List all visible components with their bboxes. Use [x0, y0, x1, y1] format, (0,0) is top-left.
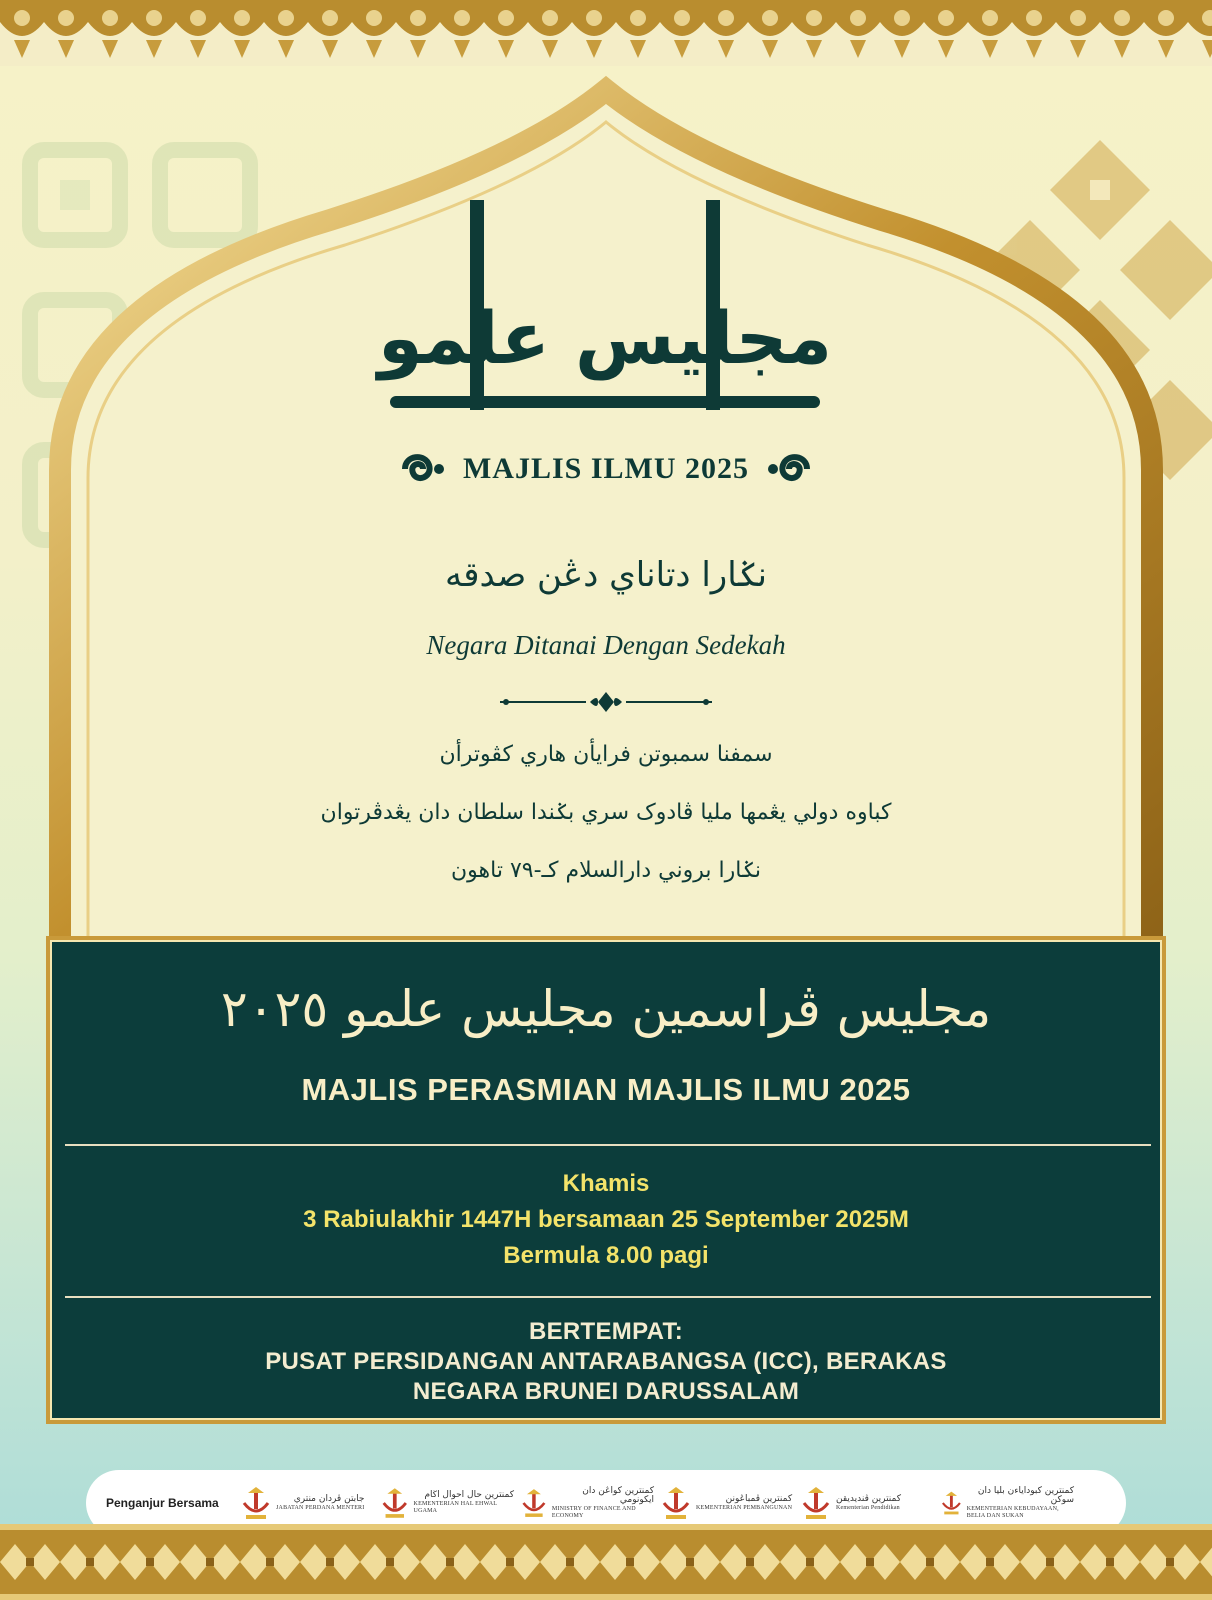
organiser-logo [240, 1485, 374, 1521]
venue-label: BERTEMPAT: [528, 1318, 684, 1345]
divider-line [65, 1144, 1151, 1146]
organiser-jawi: كمنترين كبوداياءن بليا دان سوكن [977, 1485, 1074, 1506]
flourish-right-icon [763, 449, 813, 489]
bottom-songket-border [0, 1524, 1212, 1600]
commemoration-line-3: نݢارا بروني دارالسلام کـ-٧٩ تاهون [451, 858, 761, 883]
organiser-name: KEMENTERIAN HAL EHWAL UGAMA [413, 1501, 497, 1514]
theme-jawi: نݢارا دتاناي دڠن صدقه [445, 555, 767, 595]
organisers-label: Penganjur Bersama [106, 1496, 219, 1510]
brunei-crest-icon [240, 1485, 272, 1521]
event-day: Khamis [562, 1170, 650, 1197]
organiser-name: MINISTRY OF FINANCE AND ECONOMY [551, 1506, 636, 1519]
organiser-jawi: جابتن ڤردان منتري [293, 1493, 365, 1504]
commemoration-line-2: كباوه دولي يڠمها مليا ڤادوک سري بݢندا سلطان دان يڠدڤرتوان [320, 800, 892, 825]
brunei-crest-icon [380, 1485, 410, 1521]
event-time: Bermula 8.00 pagi [503, 1242, 709, 1269]
majlis-ilmu-logo [370, 444, 842, 494]
event-date: 3 Rabiulakhir 1447H bersamaan 25 September 2025M [303, 1206, 909, 1233]
organiser-logo [660, 1485, 794, 1521]
organiser-name: Kementerian Pendidikan [836, 1504, 900, 1511]
brunei-crest-icon [660, 1485, 692, 1521]
logo-title: MAJLIS ILMU 2025 [462, 452, 749, 485]
theme-latin: Negara Ditanai Dengan Sedekah [426, 630, 786, 660]
event-details-panel [46, 936, 1166, 1424]
panel-title: MAJLIS PERASMIAN MAJLIS ILMU 2025 [301, 1072, 911, 1107]
venue-line-2: NEGARA BRUNEI DARUSSALAM [412, 1378, 800, 1405]
organiser-name: KEMENTERIAN KEBUDAYAAN, BELIA DAN SUKAN [966, 1506, 1059, 1519]
calligraphy-text: مجليس علمو [377, 296, 833, 380]
organiser-logo [940, 1485, 1074, 1521]
ornamental-divider [500, 690, 712, 714]
panel-title-jawi: مجليس ڤراسمين مجليس علمو ٢٠٢٥ [220, 980, 992, 1038]
brunei-crest-icon [940, 1485, 963, 1521]
organiser-jawi: كمنترين حال احوال اڬام [424, 1490, 514, 1501]
organiser-logo [800, 1485, 934, 1521]
venue-line-1: PUSAT PERSIDANGAN ANTARABANGSA (ICC), BERAKAS [265, 1348, 947, 1375]
commemoration-line-1: سمفنا سمبوتن فرايأن هاري كڤوترأن [439, 742, 773, 767]
organiser-jawi: كمنترين ڤنديديقن [836, 1493, 901, 1504]
organiser-logo [380, 1485, 514, 1521]
majlis-ilmu-calligraphy [360, 200, 850, 440]
organiser-jawi: كمنترين ڤمباڠونن [725, 1493, 793, 1504]
organiser-name: KEMENTERIAN PEMBANGUNAN [696, 1504, 793, 1511]
brunei-crest-icon [800, 1485, 832, 1521]
flourish-left-icon [399, 449, 449, 489]
organiser-logo [520, 1485, 654, 1521]
organiser-jawi: كمنترين كواڠن دان ايكونومي [582, 1485, 654, 1506]
organiser-name: JABATAN PERDANA MENTERI [276, 1504, 365, 1511]
brunei-crest-icon [520, 1485, 548, 1521]
divider-line [65, 1296, 1151, 1298]
